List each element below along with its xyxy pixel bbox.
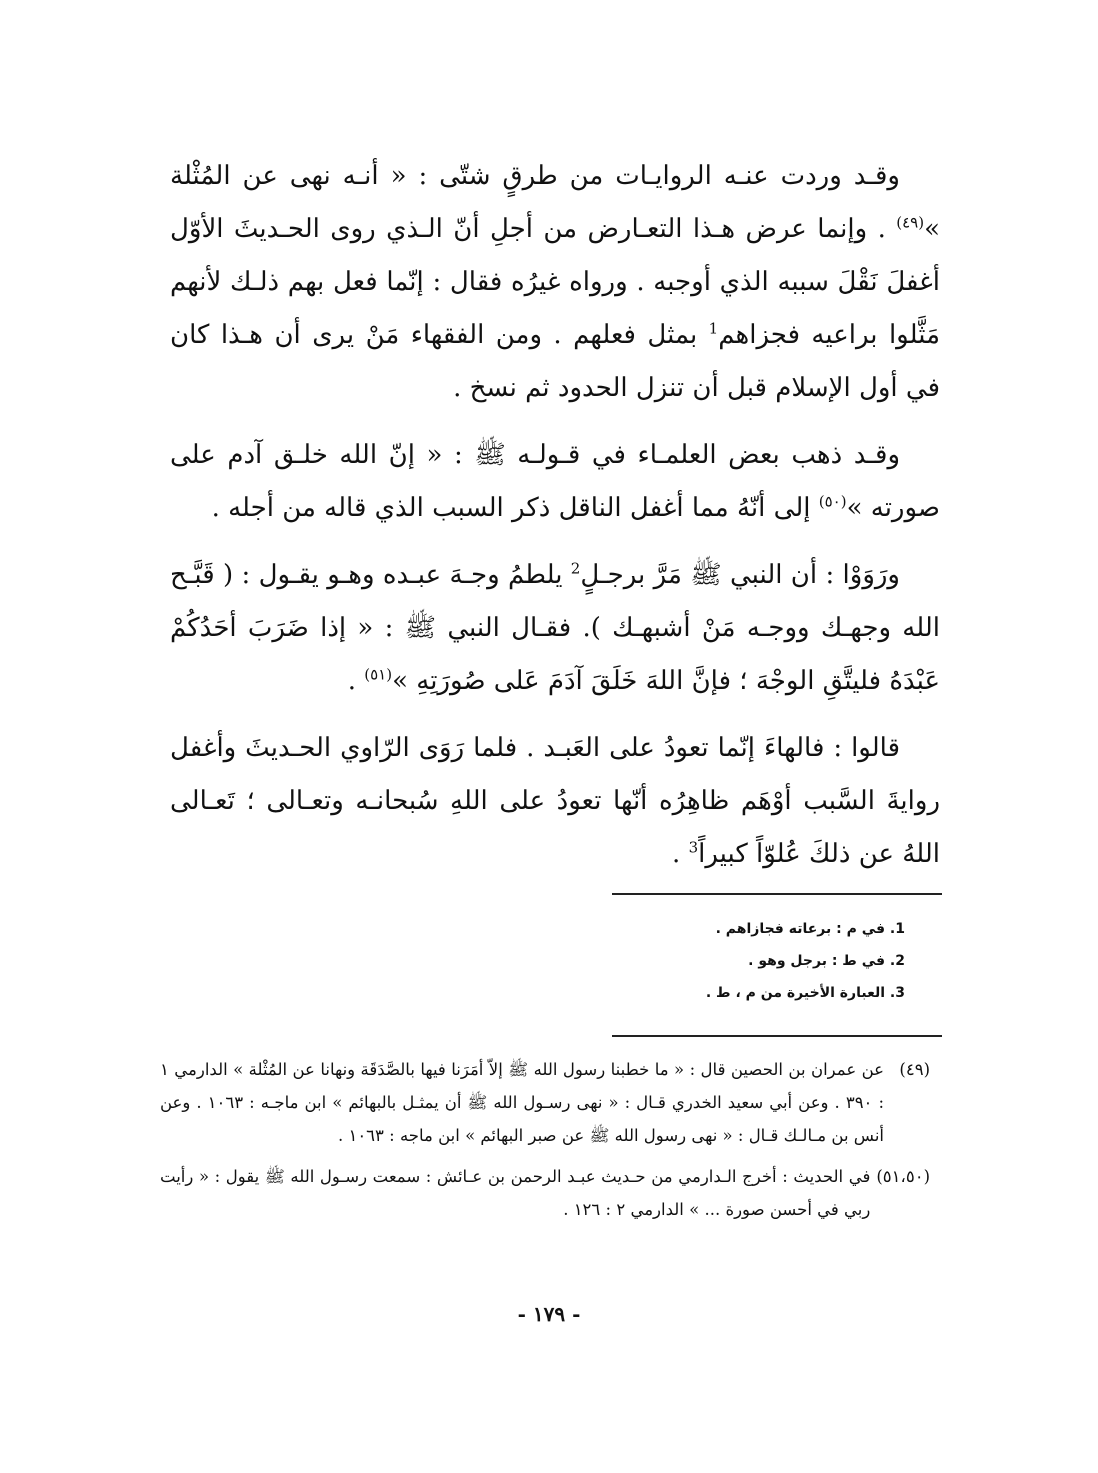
variant-ref-3: 3	[688, 838, 699, 857]
paragraph-2-text-b: إلى أنّهُ مما أغفل الناقل ذكر السبب الذي قاله من أجله .	[211, 493, 819, 523]
footnote-50-51	[160, 1160, 930, 1226]
variant-note-3: 3. العبارة الأخيرة من م ، ط .	[705, 985, 905, 1001]
paragraph-3-text-a: ورَوَوْا : أن النبي ﷺ مَرَّ برجـلٍ	[580, 560, 900, 590]
footnote-text: عن عمران بن الحصين قال : « ما خطبنا رسول الله ﷺ إلاّ أمَرَنا فيها بالصَّدَقَة ونهانا عن المُثْلة » الدارمي ١ : ٣٩٠ . وعن أبي سعيد الخدري قـال : « نهى رسـول الله ﷺ أن يمثـل بالبهائم » ابن ماجـه : ١٠٦٣ . وعن أنس بن مـالـك قـال : « نهى رسول الله ﷺ عن صبر البهائم » ابن ماجه : ١٠٦٣ .	[160, 1060, 885, 1145]
paragraph-2	[170, 429, 940, 535]
footnote-number: (٤٩)	[899, 1060, 930, 1079]
footnote-number: (٥١،٥٠)	[876, 1167, 930, 1186]
paragraph-4	[170, 722, 940, 881]
main-text-body	[170, 150, 940, 895]
paragraph-1	[170, 150, 940, 415]
manuscript-variants	[600, 913, 905, 1009]
paragraph-3-text-b: يلطمُ وجـهَ عبـده وهـو يقـول : ( قَبَّـح الله وجهـك ووجـه مَنْ أشبهـك ). فقـال النبي ﷺ : « إذا ضَرَبَ أحَدُكُمْ عَبْدَهُ فليتَّقِ الوجْهَ ؛ فإنَّ اللهَ خَلَقَ آدَمَ عَلى صُورَتِهِ »	[170, 560, 940, 696]
footnote-text: في الحديث : أخرج الـدارمي من حـديث عبـد الرحمن بن عـائش : سمعت رسـول الله ﷺ يقول : « رأيت ربي في أحسن صورة ... » الدارمي ٢ : ١٢٦ .	[160, 1167, 871, 1219]
page-number: - ١٧٩ -	[517, 1302, 581, 1326]
variant-note-1: 1. في م : برعاته فجازاهم .	[715, 921, 905, 937]
paragraph-1-text-b: . وإنما عرض هـذا التعـارض من أجلِ أنّ الـذي روى الحـديثَ الأوّل أغفلَ نَقْلَ سببه الذي أوجبه . ورواه غيرُه فقال : إنّما فعل بهم ذلـك لأنهم مَثَّلوا براعيه فجزاهم	[170, 214, 940, 350]
paragraph-4-text-b: .	[672, 839, 689, 869]
variant-ref-2: 2	[570, 559, 581, 578]
footnotes-block	[160, 1053, 930, 1234]
variants-separator-rule	[612, 893, 942, 895]
variant-ref-1: 1	[708, 319, 719, 338]
footnote-49	[160, 1053, 930, 1152]
footnotes-separator-rule	[612, 1035, 942, 1037]
paragraph-3	[170, 549, 940, 708]
paragraph-1-text-c: بمثل فعلهم . ومن الفقهاء مَنْ يرى أن هـذا كان في أول الإسلام قبل أن تنزل الحدود ثم نسخ .	[170, 320, 940, 403]
paragraph-3-text-c: .	[347, 666, 365, 696]
endnote-ref-49: (٤٩)	[896, 213, 925, 232]
endnote-ref-51: (٥١)	[364, 665, 393, 684]
variant-note-2: 2. في ط : برجل وهو .	[748, 953, 905, 969]
paragraph-1-text-a: وقـد وردت عنـه الروايـات من طرقٍ شتّى : « أنـه نهى عن المُثْلة »	[170, 161, 940, 244]
paragraph-2-text-a: وقـد ذهب بعض العلمـاء في قـولـه ﷺ : « إنّ الله خلـق آدم على صورته »	[170, 440, 940, 523]
paragraph-4-text-a: قالوا : فالهاءَ إنّما تعودُ على العَبـد . فلما رَوَى الرّاوي الحـديثَ وأغفل روايةَ السَّبب أوْهَم ظاهِرُه أنّها تعودُ على اللهِ سُبحانـه وتعـالى ؛ تَعـالى اللهُ عن ذلكَ عُلوّاً كبيراً	[170, 733, 940, 869]
endnote-ref-50: (٥٠)	[818, 492, 847, 511]
